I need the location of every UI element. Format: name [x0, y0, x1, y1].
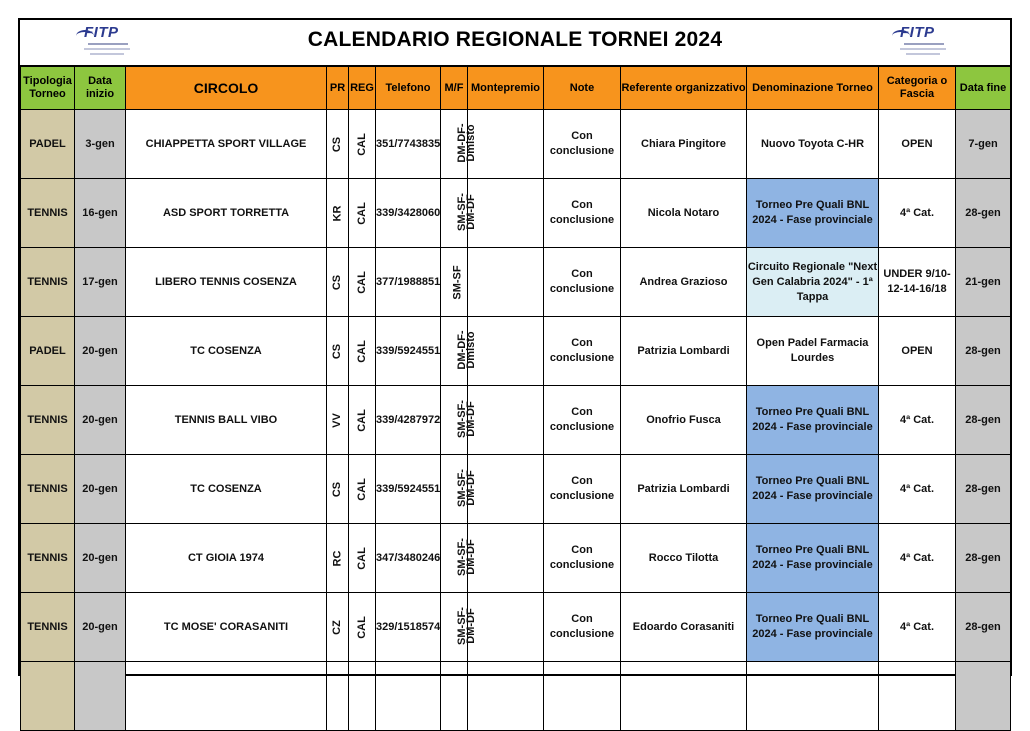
cell-data-fine: 28-gen — [956, 455, 1011, 524]
cell-tipologia: TENNIS — [21, 386, 75, 455]
cell-reg-text: CAL — [355, 546, 368, 570]
cell-mf-text: DM-DF-Dmisto — [456, 122, 477, 163]
cell-montepremio — [468, 248, 544, 317]
cell-referente: Nicola Notaro — [621, 179, 747, 248]
cell-circolo: CT GIOIA 1974 — [126, 524, 327, 593]
cell-mf-text: SM-SF-DM-DF — [456, 606, 477, 645]
cell-reg — [349, 179, 376, 248]
cell-circolo: TENNIS BALL VIBO — [126, 386, 327, 455]
header-mf: M/F — [441, 67, 468, 110]
cell-pr — [327, 248, 349, 317]
cell-reg — [349, 248, 376, 317]
header-tipologia: Tipologia Torneo — [21, 67, 75, 110]
cell-note: Con conclusione — [544, 524, 621, 593]
cell-circolo: TC COSENZA — [126, 455, 327, 524]
cell-pr-text: CS — [331, 136, 343, 152]
cell-empty — [21, 662, 75, 731]
cell-montepremio — [468, 179, 544, 248]
cell-reg-text: CAL — [355, 408, 368, 432]
cell-denominazione: Torneo Pre Quali BNL 2024 - Fase provinciale — [747, 179, 879, 248]
cell-montepremio — [468, 593, 544, 662]
cell-pr-text: CZ — [330, 619, 343, 635]
cell-mf — [441, 110, 477, 179]
logo-line — [900, 48, 946, 50]
cell-pr — [327, 524, 349, 593]
cell-telefono: 339/5924551 — [376, 455, 441, 524]
table-row-partial — [21, 662, 1011, 731]
cell-reg-text: CAL — [355, 615, 368, 639]
header-telefono: Telefono — [376, 67, 441, 110]
cell-denominazione: Torneo Pre Quali BNL 2024 - Fase provinciale — [747, 593, 879, 662]
cell-mf — [441, 317, 477, 386]
cell-mf — [441, 524, 477, 593]
cell-pr-text: CS — [331, 343, 343, 359]
cell-denominazione: Open Padel Farmacia Lourdes — [747, 317, 879, 386]
cell-categoria: OPEN — [879, 110, 956, 179]
cell-data-inizio: 20-gen — [75, 317, 126, 386]
logo-line — [90, 53, 124, 55]
header-categoria: Categoria o Fascia — [879, 67, 956, 110]
cell-mf-text: SM-SF — [451, 264, 464, 300]
cell-empty — [376, 662, 441, 731]
cell-categoria: 4ª Cat. — [879, 593, 956, 662]
header-data-inizio: Data inizio — [75, 67, 126, 110]
cell-mf-text: SM-SF-DM-DF — [456, 192, 477, 231]
cell-empty — [349, 662, 376, 731]
cell-circolo: TC MOSE' CORASANITI — [126, 593, 327, 662]
page-title: CALENDARIO REGIONALE TORNEI 2024 — [307, 28, 723, 51]
cell-categoria: 4ª Cat. — [879, 179, 956, 248]
cell-note: Con conclusione — [544, 179, 621, 248]
cell-denominazione: Nuovo Toyota C-HR — [747, 110, 879, 179]
header-reg: REG — [349, 67, 376, 110]
cell-categoria: UNDER 9/10-12-14-16/18 — [879, 248, 956, 317]
cell-pr — [327, 593, 349, 662]
cell-categoria: 4ª Cat. — [879, 386, 956, 455]
cell-empty — [126, 662, 327, 731]
cell-data-fine: 28-gen — [956, 593, 1011, 662]
header-montepremio: Montepremio — [468, 67, 544, 110]
cell-data-fine: 21-gen — [956, 248, 1011, 317]
cell-note: Con conclusione — [544, 110, 621, 179]
cell-note: Con conclusione — [544, 386, 621, 455]
cell-reg-text: CAL — [355, 270, 368, 294]
cell-referente: Rocco Tilotta — [621, 524, 747, 593]
cell-mf-text: DM-DF-Dmisto — [456, 329, 477, 370]
cell-reg — [349, 110, 376, 179]
cell-referente: Patrizia Lombardi — [621, 455, 747, 524]
cell-empty — [327, 662, 349, 731]
cell-circolo: LIBERO TENNIS COSENZA — [126, 248, 327, 317]
table-row — [21, 593, 1011, 662]
cell-tipologia: TENNIS — [21, 593, 75, 662]
cell-mf-text: SM-SF-DM-DF — [456, 399, 477, 438]
cell-tipologia: TENNIS — [21, 455, 75, 524]
cell-reg-text: CAL — [355, 132, 368, 156]
cell-montepremio — [468, 317, 544, 386]
cell-note: Con conclusione — [544, 593, 621, 662]
cell-data-fine: 28-gen — [956, 179, 1011, 248]
cell-referente: Edoardo Corasaniti — [621, 593, 747, 662]
cell-pr — [327, 317, 349, 386]
cell-tipologia: PADEL — [21, 110, 75, 179]
cell-data-inizio: 20-gen — [75, 593, 126, 662]
cell-telefono: 339/3428060 — [376, 179, 441, 248]
cell-pr-text: RC — [330, 550, 343, 566]
cell-montepremio — [468, 386, 544, 455]
header-referente: Referente organizzativo — [621, 67, 747, 110]
title-bar — [20, 20, 1010, 66]
tournament-table — [20, 66, 1011, 731]
header-circolo: CIRCOLO — [126, 67, 327, 110]
table-row — [21, 524, 1011, 593]
cell-note: Con conclusione — [544, 455, 621, 524]
cell-reg-text: CAL — [355, 477, 368, 501]
cell-mf — [441, 593, 477, 662]
cell-data-inizio: 17-gen — [75, 248, 126, 317]
header-pr: PR — [327, 67, 349, 110]
cell-data-fine: 7-gen — [956, 110, 1011, 179]
table-row — [21, 110, 1011, 179]
cell-denominazione: Torneo Pre Quali BNL 2024 - Fase provinciale — [747, 524, 879, 593]
cell-pr-text: CS — [331, 481, 343, 497]
cell-mf-text: SM-SF-DM-DF — [456, 468, 477, 507]
cell-mf — [441, 179, 477, 248]
cell-mf — [441, 386, 477, 455]
logo-line — [904, 43, 944, 45]
cell-pr — [327, 110, 349, 179]
cell-denominazione: Torneo Pre Quali BNL 2024 - Fase provinciale — [747, 455, 879, 524]
cell-reg — [349, 455, 376, 524]
cell-note: Con conclusione — [544, 248, 621, 317]
cell-data-fine: 28-gen — [956, 524, 1011, 593]
cell-categoria: 4ª Cat. — [879, 455, 956, 524]
cell-montepremio — [468, 524, 544, 593]
cell-montepremio — [468, 110, 544, 179]
cell-reg — [349, 317, 376, 386]
logo-text: FITP — [84, 24, 119, 41]
cell-data-fine: 28-gen — [956, 386, 1011, 455]
cell-empty — [621, 662, 747, 731]
cell-telefono: 377/1988851 — [376, 248, 441, 317]
cell-pr — [327, 455, 349, 524]
cell-tipologia: PADEL — [21, 317, 75, 386]
cell-empty — [956, 662, 1011, 731]
cell-referente: Onofrio Fusca — [621, 386, 747, 455]
cell-telefono: 351/7743835 — [376, 110, 441, 179]
table-row — [21, 317, 1011, 386]
header-data-fine: Data fine — [956, 67, 1011, 110]
cell-empty — [544, 662, 621, 731]
cell-empty — [75, 662, 126, 731]
table-row — [21, 386, 1011, 455]
cell-empty — [879, 662, 956, 731]
cell-pr — [327, 386, 349, 455]
cell-circolo: ASD SPORT TORRETTA — [126, 179, 327, 248]
cell-data-inizio: 20-gen — [75, 524, 126, 593]
cell-mf — [441, 248, 468, 317]
fitp-logo-right — [888, 24, 964, 60]
cell-telefono: 339/4287972 — [376, 386, 441, 455]
cell-empty — [747, 662, 879, 731]
cell-circolo: CHIAPPETTA SPORT VILLAGE — [126, 110, 327, 179]
cell-data-inizio: 3-gen — [75, 110, 126, 179]
logo-line — [906, 53, 940, 55]
cell-telefono: 339/5924551 — [376, 317, 441, 386]
cell-reg-text: CAL — [355, 339, 368, 363]
table-row — [21, 248, 1011, 317]
cell-tipologia: TENNIS — [21, 248, 75, 317]
cell-pr-text: KR — [330, 205, 343, 221]
cell-reg-text: CAL — [355, 201, 368, 225]
cell-circolo: TC COSENZA — [126, 317, 327, 386]
cell-referente: Patrizia Lombardi — [621, 317, 747, 386]
cell-montepremio — [468, 455, 544, 524]
cell-reg — [349, 386, 376, 455]
cell-telefono: 329/1518574 — [376, 593, 441, 662]
cell-data-inizio: 16-gen — [75, 179, 126, 248]
table-body — [21, 110, 1011, 731]
cell-mf — [441, 455, 477, 524]
table-row — [21, 455, 1011, 524]
cell-pr-text: VV — [331, 412, 343, 428]
cell-mf-text: SM-SF-DM-DF — [456, 537, 477, 576]
cell-data-inizio: 20-gen — [75, 455, 126, 524]
cell-referente: Chiara Pingitore — [621, 110, 747, 179]
header-note: Note — [544, 67, 621, 110]
cell-reg — [349, 524, 376, 593]
calendar-sheet — [18, 18, 1012, 676]
cell-categoria: 4ª Cat. — [879, 524, 956, 593]
cell-denominazione: Circuito Regionale "Next Gen Calabria 2024" - 1ª Tappa — [747, 248, 879, 317]
cell-categoria: OPEN — [879, 317, 956, 386]
header-denominazione: Denominazione Torneo — [747, 67, 879, 110]
cell-pr — [327, 179, 349, 248]
cell-tipologia: TENNIS — [21, 524, 75, 593]
cell-referente: Andrea Grazioso — [621, 248, 747, 317]
header-row — [21, 67, 1011, 110]
cell-tipologia: TENNIS — [21, 179, 75, 248]
cell-data-inizio: 20-gen — [75, 386, 126, 455]
cell-empty — [468, 662, 544, 731]
cell-note: Con conclusione — [544, 317, 621, 386]
table-row — [21, 179, 1011, 248]
cell-telefono: 347/3480246 — [376, 524, 441, 593]
cell-denominazione: Torneo Pre Quali BNL 2024 - Fase provinciale — [747, 386, 879, 455]
cell-empty — [441, 662, 468, 731]
logo-text: FITP — [900, 24, 935, 41]
cell-data-fine: 28-gen — [956, 317, 1011, 386]
cell-pr-text: CS — [331, 274, 343, 290]
cell-reg — [349, 593, 376, 662]
